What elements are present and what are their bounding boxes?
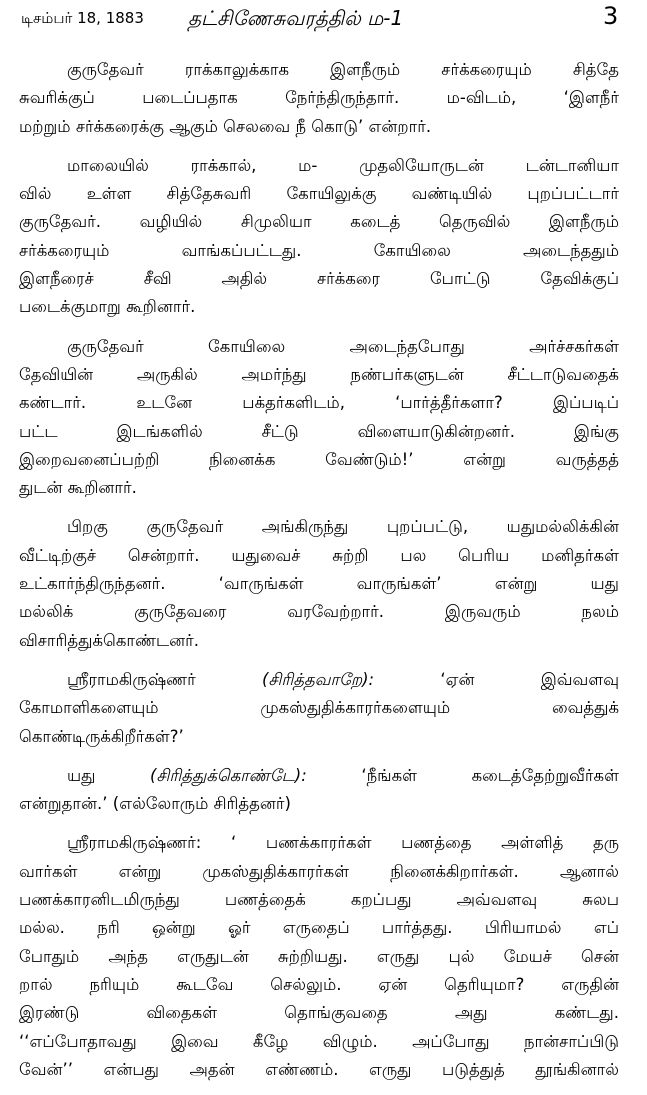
text-line: கோமாளிகளையும் முகஸ்துதிக்காரர்களையும் வைத்துக் [19,698,619,718]
paragraph [19,56,619,141]
body-text [19,56,619,1095]
speaker-name: ஸ்ரீராமகிருஷ்ணர்: [67,833,202,853]
dialogue-paragraph [19,666,619,751]
dialogue-first-line [19,666,619,694]
dialogue-paragraph [19,829,619,1084]
dialogue-text: ‘நீங்கள் கடைத்தேற்றுவீர்கள் [361,765,619,785]
dialogue-paragraph [19,762,619,819]
page-number: 3 [603,2,619,30]
text-line: துடன் கூறினார். [19,478,137,498]
paragraph [19,152,619,322]
text-line: மாலையில் ராக்கால், ம- முதலியோருடன் டன்டானியா [67,155,619,175]
text-line: இளநீரைச் சீவி அதில் சர்க்கரை போட்டு தேவிக்குப் [19,269,619,289]
text-line: பணக்காரனிடமிருந்து பணத்தைக் கறப்பது அவ்வளவு சுலப [19,890,619,910]
text-line: சர்க்கரையும் வாங்கப்பட்டது. கோயிலை அடைந்ததும் [19,240,619,260]
text-line: இரண்டு விதைகள் தொங்குவதை அது கண்டது. [19,1003,619,1023]
paragraph [19,333,619,503]
text-line: கண்டார். உடனே பக்தர்களிடம், ‘பார்த்தீர்களா? இப்படிப் [19,393,619,413]
stage-direction: (சிரித்துக்கொண்டே): [150,765,307,785]
page-header [0,0,647,40]
dialogue-first-line [19,829,619,857]
text-line: வார்கள் என்று முகஸ்துதிக்காரர்கள் நினைக்கிறார்கள். ஆனால் [19,861,619,881]
text-line: பட்ட இடங்களில் சீட்டு விளையாடுகின்றனர். இங்கு [19,421,619,441]
header-title: தட்சிணேசுவரத்தில் ம-1 [188,6,404,30]
text-line: குருதேவர் கோயிலை அடைந்தபோது அர்ச்சகர்கள் [67,336,619,356]
stage-direction: (சிரித்தவாறே): [262,669,375,689]
text-line: இறைவனைப்பற்றி நினைக்க வேண்டும்!’ என்று வருத்தத் [19,449,619,469]
text-line: ‘‘எப்போதாவது இவை கீழே விழும். அப்போது நான்சாப்பிடு [19,1031,619,1051]
text-line: குருதேவர். வழியில் சிமுலியா கடைத் தெருவில் இளநீரும் [19,212,619,232]
text-line: வீட்டிற்குச் சென்றார். யதுவைச் சுற்றி பல பெரிய மனிதர்கள் [19,545,619,565]
text-line: மற்றும் சர்க்கரைக்கு ஆகும் செலவை நீ கொடு’ என்றார். [19,116,432,136]
text-line: வேன்’’ என்பது அதன் எண்ணம். எருது படுத்துத் தூங்கினால் [19,1059,619,1079]
text-line: றால் நரியும் கூடவே செல்லும். ஏன் தெரியுமா? எருதின் [19,974,619,994]
header-date: டிசம்பர் 18, 1883 [21,9,144,27]
text-line: மல்லிக் குருதேவரை வரவேற்றார். இருவரும் நலம் [19,602,619,622]
text-line: கொண்டிருக்கிறீர்கள்?’ [19,726,184,746]
paragraph [19,513,619,654]
text-line: மல்ல. நரி ஒன்று ஓர் எருதைப் பார்த்தது. பிரியாமல் எப் [19,918,619,938]
text-line: பிறகு குருதேவர் அங்கிருந்து புறப்பட்டு, யதுமல்லிக்கின் [67,517,619,537]
text-line: குருதேவர் ராக்காலுக்காக இளநீரும் சர்க்கரையும் சித்தே [67,60,619,79]
text-line: விசாரித்துக்கொண்டனர். [19,630,200,650]
speaker-name: ஸ்ரீராமகிருஷ்ணர் [67,669,196,689]
text-line: உட்கார்ந்திருந்தனர். ‘வாருங்கள் வாருங்கள்’ என்று யது [19,574,619,594]
text-line: படைக்குமாறு கூறினார். [19,297,196,317]
text-line: சுவரிக்குப் படைப்பதாக நேர்ந்திருந்தார். ம-விடம், ‘இளநீர் [19,88,619,108]
text-line: போதும் அந்த எருதுடன் சுற்றியது. எருது புல் மேயச் சென் [19,946,619,966]
dialogue-first-line [19,762,619,790]
text-line: என்றுதான்.’ (எல்லோரும் சிரித்தனர்) [19,794,291,814]
dialogue-text: ‘ பணக்காரர்கள் பணத்தை அள்ளித் தரு [230,833,619,853]
text-line: வில் உள்ள சித்தேசுவரி கோயிலுக்கு வண்டியில் புறப்பட்டார் [19,184,619,204]
speaker-name: யது [67,765,96,785]
dialogue-text: ‘ஏன் இவ்வளவு [440,669,620,689]
text-line: தேவியின் அருகில் அமர்ந்து நண்பர்களுடன் சீட்டாடுவதைக் [19,364,619,384]
